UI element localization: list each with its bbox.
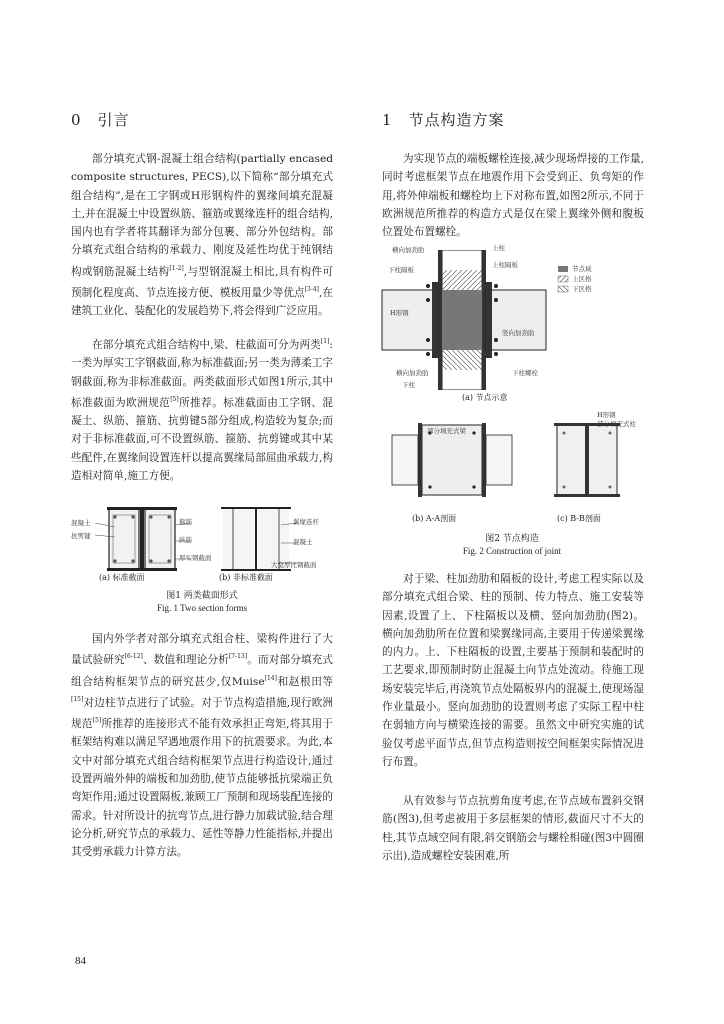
fig2-label: 下柱 [402, 381, 415, 389]
fig2b-label: 部分填充式梁 [427, 427, 466, 435]
intro-paragraph-3: 国内外学者对部分填充式组合柱、梁构件进行了大量试验研究[6-12]、数值和理论分析[7-13]。而对部分填充式组合结构框架节点的研究甚少,仅Muise[14]和赵根田等[15]对边柱节点进行了试验。对于节点构造措施,现行欧洲规范[5]所推荐的连接形式不能有效承担正弯矩,将其用于框架结构难以满足罕遇地震作用下的抗震要求。为此,本文中对部分填充式组合结构框架节点进行构造设计,通过设置两端外伸的端板和加劲肋,使节点能够抵抗梁端正负弯矩作用;通过设置隔板,兼顾工厂预制和现场装配连接的需求。针对所设计的抗弯节点,进行静力加载试验,结合理论分析,研究节点的承载力、延性等静力性能指标,并提出其受剪承载力计算方法。 [71, 633, 334, 859]
fig1-label: 混凝土 [293, 538, 313, 546]
section1-paragraph-3: 从有效参与节点抗剪角度考虑,在节点域布置斜交钢筋(图3),但考虑被用于多层框架的情形,截面尺寸不大的柱,其节点域空间有限,斜交钢筋会与螺栓相碰(图3中圆圈示出),造成螺栓安装困难,所 [382, 795, 644, 862]
figure-2c-drawing [532, 415, 642, 505]
section1-paragraph-2: 对于梁、柱加劲肋和隔板的设计,考虑工程实际以及部分填充式组合梁、柱的预制、传力特点、施工安装等因素,设置了上、下柱隔板以及横、竖向加劲肋(图2)。横向加劲肋所在位置和梁翼缘同高,主要用于传递梁翼缘的内力。上、下柱隔板的设置,主要基于预制和装配时的工艺要求,即预制时防止混凝土向节点处流动。待施工现场安装完毕后,再浇筑节点处隔板界内的混凝土,使现场湿作业量最小。竖向加劲肋的设置则考虑了实际工程中柱在弱轴方向与横梁连接的需要。虽然文中研究实施的试验仅考虑平面节点,但节点构造则按空间框架实际情况进行布置。 [382, 573, 644, 768]
figure-2 [372, 240, 652, 560]
fig2-label: 上柱隔板 [492, 261, 518, 269]
fig2-legend-item: 下区格 [572, 285, 592, 293]
fig2-legend-item: 节点域 [572, 265, 592, 273]
intro-paragraph-1: 部分填充式钢-混凝土组合结构(partially encased composite structures, PECS),以下简称“部分填充式组合结构”,是在工字钢或H形钢构件的翼缘间填充混凝土,并在混凝土中设置纵筋、箍筋或翼缘连杆的组合结构,国内也有学者将其翻译为部分包裹、部分外包结构。部分填充式组合结构的承载力、刚度及延性均优于纯钢结构或钢筋混凝土结构[1-2],与型钢混凝土相比,具有构件可预制化程度高、节点连接方便、模板用量少等优点[3-4],在建筑工业化、装配化的发展趋势下,将会得到广泛应用。 [71, 153, 334, 318]
fig2c-label: H形钢 [597, 411, 616, 419]
fig2-subcaption-c: (c) B-B剖面 [557, 514, 601, 523]
fig2-subcaption-b: (b) A-A剖面 [412, 514, 457, 523]
fig1-subcaption-a: (a) 标准截面 [99, 573, 145, 582]
fig1-label: 箍筋 [179, 518, 192, 526]
fig1-caption-cn: 图1 两类截面形式 [166, 591, 238, 601]
fig2-label: H形钢 [390, 309, 409, 317]
intro-paragraph-2: 在部分填充式组合结构中,梁、柱截面可分为两类[1]:一类为厚实工字钢截面,称为标准截面;另一类为薄柔工字钢截面,称为非标准截面。两类截面形式如图1所示,其中标准截面为欧洲规范[5]所推荐。标准截面由工字钢、混凝土、纵筋、箍筋、抗剪键5部分组成,构造较为复杂;而对于非标准截面,可不设置纵筋、箍筋、抗剪键或其中某些配件,在翼缘间设置连杆以提高翼缘局部屈曲承载力,构造相对简单,施工方便。 [71, 338, 334, 483]
fig2-label: 竖向加劲肋 [502, 329, 535, 337]
page-number: 84 [75, 955, 86, 967]
fig2-legend-item: 上区格 [572, 275, 592, 283]
fig1-label: 翼缘连杆 [293, 518, 319, 526]
section-heading-0: 0 引言 [71, 111, 130, 129]
fig1-label: 抗剪键 [71, 532, 91, 540]
fig1-caption-en: Fig. 1 Two section forms [157, 603, 247, 613]
fig1-label: 大宽厚比钢截面 [271, 561, 317, 569]
fig2-label: 上柱 [492, 244, 505, 252]
fig2-caption-en: Fig. 2 Construction of joint [462, 546, 562, 556]
fig2-label: 横向加劲肋 [396, 369, 429, 377]
fig1-label: 纵筋 [179, 536, 192, 544]
figure-1 [71, 500, 333, 620]
section-heading-1: 1 节点构造方案 [382, 111, 505, 129]
fig2-label: 下柱隔板 [388, 266, 414, 274]
fig2-caption-cn: 图2 节点构造 [485, 534, 539, 544]
fig2-label: 下柱螺栓 [512, 369, 538, 377]
fig2-subcaption-a: (a) 节点示意 [462, 393, 508, 402]
fig2c-label: 部分填充式柱 [597, 420, 636, 428]
section1-paragraph-1: 为实现节点的端板螺栓连接,减少现场焊接的工作量,同时考虑框架节点在地震作用下会受到正、负弯矩的作用,将外伸端板和螺栓均上下对称布置,如图2所示,不同于欧洲规范所推荐的构造方式是仅在梁上翼缘外侧和腹板位置处布置螺栓。 [382, 153, 644, 239]
fig1-label: 混凝土 [71, 519, 91, 527]
fig1-subcaption-b: (b) 非标准截面 [219, 573, 273, 582]
fig1-label: 厚实钢截面 [179, 554, 212, 562]
fig2-label: 横向加劲肋 [392, 246, 425, 254]
